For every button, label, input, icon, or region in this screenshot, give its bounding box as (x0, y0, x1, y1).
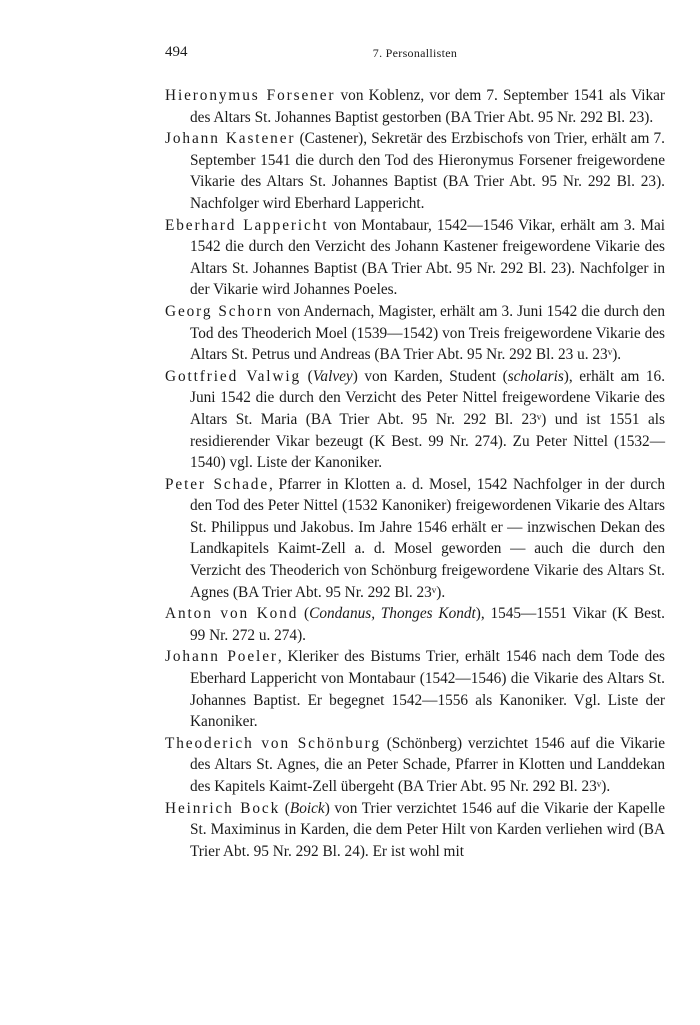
entry-text: von Montabaur, 1542—1546 Vikar, erhält am 3. Mai 1542 die durch den Verzicht des Johann Kastener freigewordene Vikarie des Altars St. Johannes Baptist (BA Trier Abt. 95 Nr. 292 Bl. 23). Nachfolger in der Vikarie wird Johannes Poeles. (190, 216, 665, 299)
entry-text: von Koblenz, vor dem 7. September 1541 als Vikar des Altars St. Johannes Baptist gestorben (BA Trier Abt. 95 Nr. 292 Bl. 23). (190, 87, 666, 126)
entry-poeler (165, 646, 665, 732)
entry-name: Anton von Kond (165, 605, 299, 623)
entry-name: Hieronymus Forsener (165, 87, 336, 104)
entry-alias: Condanus, Thonges Kondt (309, 605, 476, 623)
entry-name: Gottfried Valwig (165, 367, 302, 385)
entry-text-part: ( (280, 799, 290, 817)
entry-text: ), 1545—1551 Vikar (K Best. 99 Nr. 272 u. 274). (190, 605, 665, 644)
page-number: 494 (165, 44, 188, 60)
entry-schade (165, 474, 665, 604)
entry-alias: Boick (289, 799, 325, 817)
entry-name: Peter Schade (165, 475, 270, 493)
entry-alias: scholaris (507, 367, 564, 385)
entry-text: ), erhält am 16. Juni 1542 die durch den Verzicht des Peter Nittel freigewordene Vikarie des Altars St. Maria (BA Trier Abt. 95 Nr. 292 Bl. 23ᵛ) und ist 1551 als residierender Vikar bezeugt (K Best. 99 Nr. 274). Zu Peter Nittel (1532—1540) vgl. Liste der Kanoniker. (190, 367, 666, 472)
entry-forsener (165, 85, 665, 128)
entry-text: (Castener), Sekretär des Erzbischofs von Trier, erhält am 7. September 1541 die durch den Tod des Hieronymus Forsener freigewordene Vikarie des Altars St. Johannes Baptist (BA Trier Abt. 95 Nr. 292 Bl. 23). Nachfolger wird Eberhard Lappericht. (190, 130, 665, 212)
entry-schorn (165, 301, 665, 366)
entry-text-part: ) von Karden, Student ( (352, 367, 508, 385)
running-title: 7. Personallisten (372, 46, 458, 60)
entry-name: Eberhard Lappericht (165, 216, 329, 234)
entry-kond (165, 603, 665, 646)
entry-text: , Kleriker des Bistums Trier, erhält 1546 nach dem Tode des Eberhard Lappericht von Montabaur (1542—1546) die Vikarie des Altars St. Johannes Baptist. Er begegnet 1542—1556 als Kanoniker. Vgl. Liste der Kanoniker. (190, 648, 665, 731)
page-header (165, 44, 665, 66)
entry-lappericht (165, 215, 665, 301)
entry-alias: Valvey (312, 367, 353, 385)
entry-name: Theoderich von Schönburg (165, 734, 381, 752)
entry-kastener (165, 128, 665, 214)
entry-text: von Andernach, Magister, erhält am 3. Juni 1542 die durch den Tod des Theoderich Moel (1539—1542) von Treis freigewordene Vikarie des Altars St. Petrus und Andreas (BA Trier Abt. 95 Nr. 292 Bl. 23 u. 23ᵛ). (190, 302, 665, 364)
entry-text: (Schönberg) verzichtet 1546 auf die Vikarie des Altars St. Agnes, die an Peter Schade, Pfarrer in Klotten und Landdekan des Kapitels Kaimt-Zell übergeht (BA Trier Abt. 95 Nr. 292 Bl. 23ᵛ). (190, 734, 665, 795)
entry-list (165, 85, 665, 862)
entry-schoenburg (165, 733, 665, 798)
entry-name: Johann Poeler (165, 648, 278, 666)
entry-text: , Pfarrer in Klotten a. d. Mosel, 1542 Nachfolger in der durch den Tod des Peter Nittel (1532 Kanoniker) freigewordenen Vikarie des Altars St. Philippus und Jakobus. Im Jahre 1546 erhält er — inzwischen Dekan des Landkapitels Kaimt-Zell a. d. Mosel geworden — auch die durch den Verzicht des Theoderich von Schönburg freigewordene Vikarie des Altars St. Agnes (BA Trier Abt. 95 Nr. 292 Bl. 23ᵛ). (190, 475, 665, 601)
entry-name: Heinrich Bock (165, 799, 281, 817)
entry-text-part: ( (298, 605, 310, 623)
entry-name: Johann Kastener (165, 130, 296, 148)
entry-text-part: ( (301, 367, 313, 385)
entry-bock (165, 798, 665, 863)
entry-valwig (165, 366, 665, 474)
entry-name: Georg Schorn (165, 302, 274, 320)
entry-text: ) von Trier verzichtet 1546 auf die Vikarie der Kapelle St. Maximinus in Karden, die dem Peter Hilt von Karden verliehen wird (BA Trier Abt. 95 Nr. 292 Bl. 24). Er ist wohl mit (190, 799, 665, 860)
